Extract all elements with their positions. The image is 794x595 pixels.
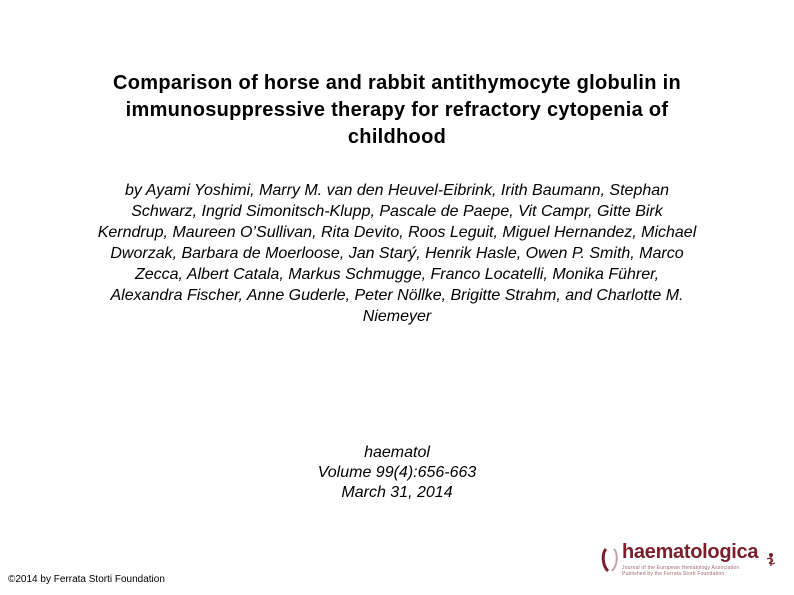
author-list [40,180,754,327]
publication-date: March 31, 2014 [341,484,453,501]
logo-subtitle-line: Journal of the European Hematology Association [622,565,740,571]
author-line: Zecca, Albert Catala, Markus Schmugge, Franco Locatelli, Monika Führer, [134,266,660,283]
journal-name: haematol [364,444,430,461]
title-line: Comparison of horse and rabbit antithymocyte globulin in [113,72,681,94]
author-line: Dworzak, Barbara de Moerloose, Jan Starý, Henrik Hasle, Owen P. Smith, Marco [110,245,684,262]
author-line: by Ayami Yoshimi, Marry M. van den Heuvel-Eibrink, Irith Baumann, Stephan [124,182,670,199]
title-line: immunosuppressive therapy for refractory cytopenia of [125,99,669,121]
logo-subtitle [622,565,739,577]
caduceus-icon [764,551,778,567]
title-line: childhood [347,126,447,148]
haematologica-logo [600,543,780,581]
article-title [40,70,754,151]
author-line: Niemeyer [362,308,432,325]
author-line: Alexandra Fischer, Anne Guderle, Peter Nöllke, Brigitte Strahm, and Charlotte M. [110,287,684,304]
logo-subtitle-line: Published by the Ferrata Storti Foundation [622,571,725,577]
copyright-notice: ©2014 by Ferrata Storti Foundation [8,574,165,585]
author-line: Schwarz, Ingrid Simonitsch-Klupp, Pascale de Paepe, Vit Campr, Gitte Birk [131,203,663,220]
logo-wordmark: haematologica [622,541,759,563]
logo-mark-icon [600,545,622,575]
journal-citation [200,443,594,503]
author-line: Kerndrup, Maureen O’Sullivan, Rita Devito, Roos Leguit, Miguel Hernandez, Michael [97,224,697,241]
journal-volume: Volume 99(4):656-663 [317,464,477,481]
